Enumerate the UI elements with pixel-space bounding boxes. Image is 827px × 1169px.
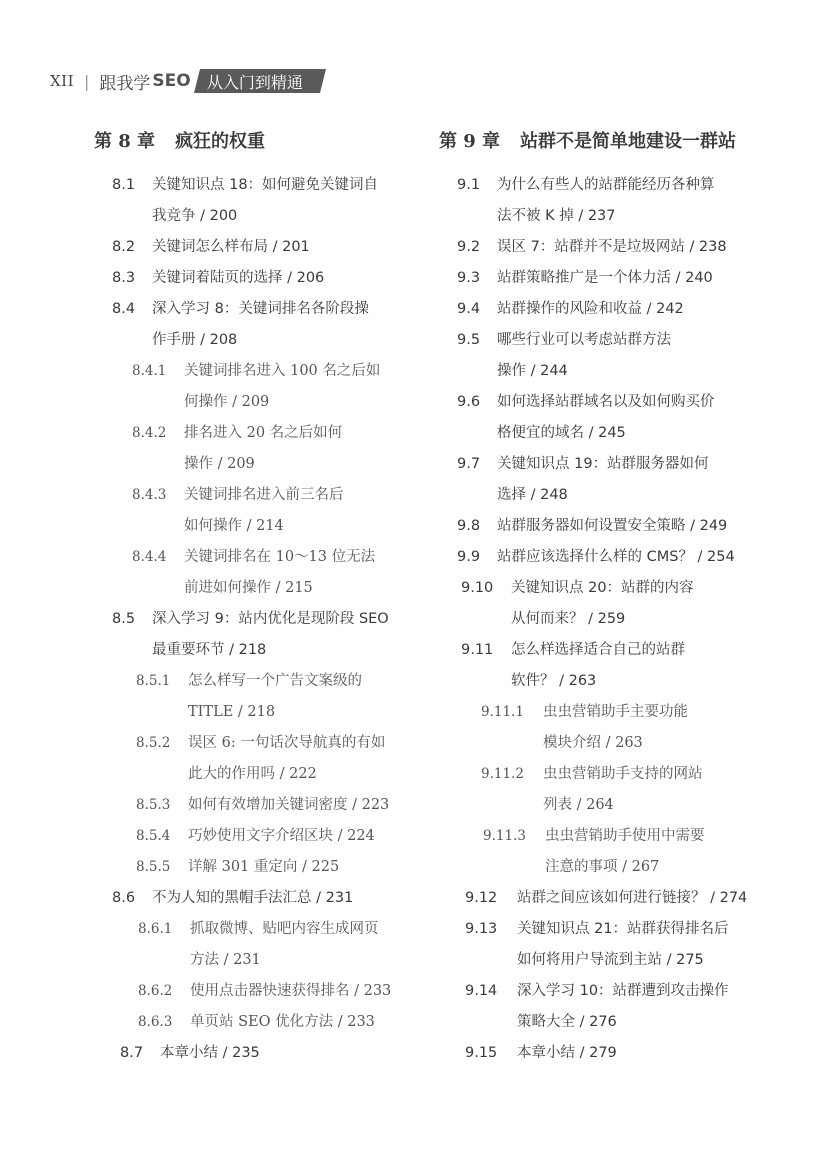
toc-entry[interactable] bbox=[439, 821, 779, 883]
toc-entry[interactable] bbox=[439, 170, 779, 232]
page-number: XII bbox=[50, 72, 75, 90]
toc-entry-line: 虫虫营销助手使用中需要 bbox=[545, 828, 705, 844]
toc-entry-line: 关键知识点 20：站群的内容 bbox=[511, 580, 694, 596]
toc-entry-number: 8.5.4 bbox=[136, 828, 171, 844]
toc-entry-number: 8.4.2 bbox=[132, 425, 167, 441]
toc-entry-line: 作手册 / 208 bbox=[152, 332, 238, 348]
toc-entry-number: 8.5.3 bbox=[136, 797, 171, 813]
toc-entry-title bbox=[190, 914, 424, 976]
toc-entry-line: 虫虫营销助手主要功能 bbox=[543, 704, 688, 720]
toc-entry[interactable] bbox=[94, 914, 424, 976]
toc-entry[interactable] bbox=[94, 790, 424, 821]
toc-entries bbox=[94, 170, 424, 1069]
toc-entry-number: 9.13 bbox=[465, 921, 498, 937]
toc-entry-line: 虫虫营销助手支持的网站 bbox=[543, 766, 703, 782]
toc-entry-title bbox=[184, 542, 424, 604]
toc-entry-line: 怎么样选择适合自己的站群 bbox=[511, 642, 685, 658]
chapter-number: 第 9 章 bbox=[439, 131, 501, 152]
toc-entry-title bbox=[190, 976, 424, 1007]
toc-entry-number: 9.14 bbox=[465, 983, 498, 999]
toc-entry[interactable] bbox=[94, 480, 424, 542]
toc-entry-line: 如何操作 / 214 bbox=[184, 518, 284, 534]
toc-entry-line: 格便宜的域名 / 245 bbox=[497, 425, 626, 441]
toc-entry-line: 前进如何操作 / 215 bbox=[184, 580, 313, 596]
toc-entry-line: 误区 7：站群并不是垃圾网站 / 238 bbox=[497, 239, 727, 255]
toc-entry[interactable] bbox=[439, 883, 779, 914]
toc-entry-number: 8.6 bbox=[112, 890, 136, 906]
toc-entry-title bbox=[497, 449, 779, 511]
toc-entry-line: 站群服务器如何设置安全策略 / 249 bbox=[497, 518, 728, 534]
chapter-title: 站群不是简单地建设一群站 bbox=[520, 131, 737, 152]
toc-entry-line: 关键知识点 19：站群服务器如何 bbox=[497, 456, 709, 472]
toc-entry-line: 如何有效增加关键词密度 / 223 bbox=[188, 797, 390, 813]
toc-entry-line: 关键知识点 21：站群获得排名后 bbox=[517, 921, 729, 937]
toc-entry-number: 9.5 bbox=[457, 332, 481, 348]
toc-entry-line: 关键词排名进入前三名后 bbox=[184, 487, 344, 503]
toc-entry[interactable] bbox=[439, 542, 779, 573]
toc-entry-number: 9.2 bbox=[457, 239, 481, 255]
toc-entry[interactable] bbox=[439, 294, 779, 325]
toc-entry-line: 从何而来？ / 259 bbox=[511, 611, 626, 627]
toc-entry-line: 法不被 K 掉 / 237 bbox=[497, 208, 616, 224]
toc-entry-line: 使用点击器快速获得排名 / 233 bbox=[190, 983, 392, 999]
toc-entry[interactable] bbox=[439, 1038, 779, 1069]
toc-entry-line: 操作 / 244 bbox=[497, 363, 568, 379]
toc-entry-line: 深入学习 9：站内优化是现阶段 SEO bbox=[152, 611, 389, 627]
toc-entry-number: 8.1 bbox=[112, 177, 136, 193]
toc-entry-title bbox=[497, 325, 779, 387]
toc-entry[interactable] bbox=[94, 294, 424, 356]
book-title: 跟我学 bbox=[99, 73, 151, 94]
chapter-number: 第 8 章 bbox=[94, 131, 156, 152]
toc-entry-title bbox=[188, 821, 424, 852]
toc-entry-number: 9.11 bbox=[461, 642, 494, 658]
toc-entry-line: 单页站 SEO 优化方法 / 233 bbox=[190, 1014, 375, 1030]
toc-entry[interactable] bbox=[94, 883, 424, 914]
toc-entry-line: 方法 / 231 bbox=[190, 952, 261, 968]
toc-entry[interactable] bbox=[439, 232, 779, 263]
toc-entry-line: 如何将用户导流到主站 / 275 bbox=[517, 952, 704, 968]
toc-entry-line: 站群操作的风险和收益 / 242 bbox=[497, 301, 684, 317]
toc-entries bbox=[439, 170, 779, 1069]
toc-entry-line: 本章小结 / 235 bbox=[160, 1045, 260, 1061]
toc-entry-line: 如何选择站群域名以及如何购买价 bbox=[497, 394, 715, 410]
toc-entry-line: 操作 / 209 bbox=[184, 456, 255, 472]
toc-entry-line: 站群应该选择什么样的 CMS？ / 254 bbox=[497, 549, 735, 565]
toc-entry-number: 9.1 bbox=[457, 177, 481, 193]
toc-entry-line: 抓取微博、贴吧内容生成网页 bbox=[190, 921, 379, 937]
toc-entry-title bbox=[545, 821, 779, 883]
toc-entry-title bbox=[517, 883, 779, 914]
toc-entry-line: TITLE / 218 bbox=[188, 704, 276, 720]
toc-entry-number: 8.5.1 bbox=[136, 673, 171, 689]
chapter-heading bbox=[94, 126, 424, 158]
toc-entry-number: 9.6 bbox=[457, 394, 481, 410]
toc-entry-line: 深入学习 10：站群遭到攻击操作 bbox=[517, 983, 729, 999]
toc-entry-number: 9.7 bbox=[457, 456, 481, 472]
toc-entry-title bbox=[188, 728, 424, 790]
toc-entry-title bbox=[184, 418, 424, 480]
toc-entry-title bbox=[184, 480, 424, 542]
toc-entry-number: 8.5.2 bbox=[136, 735, 171, 751]
toc-entry-line: 我竞争 / 200 bbox=[152, 208, 238, 224]
toc-entry-number: 8.4 bbox=[112, 301, 136, 317]
toc-entry-number: 9.10 bbox=[461, 580, 494, 596]
toc-entry-line: 为什么有些人的站群能经历各种算 bbox=[497, 177, 715, 193]
toc-entry-number: 9.11.3 bbox=[483, 828, 526, 844]
toc-entry-number: 9.12 bbox=[465, 890, 498, 906]
toc-entry[interactable] bbox=[94, 1038, 424, 1069]
toc-entry-title bbox=[497, 263, 779, 294]
toc-entry-title bbox=[497, 294, 779, 325]
toc-entry-title bbox=[152, 263, 424, 294]
toc-entry-line: 最重要环节 / 218 bbox=[152, 642, 267, 658]
toc-entry-title bbox=[497, 542, 779, 573]
chapter-heading bbox=[439, 126, 779, 158]
toc-entry[interactable] bbox=[94, 356, 424, 418]
toc-entry-number: 9.3 bbox=[457, 270, 481, 286]
toc-entry-number: 9.9 bbox=[457, 549, 481, 565]
toc-entry-line: 注意的事项 / 267 bbox=[545, 859, 660, 875]
book-title-seo: SEO bbox=[152, 71, 191, 91]
toc-entry-title bbox=[543, 697, 779, 759]
header-separator: | bbox=[84, 71, 90, 91]
toc-entry[interactable] bbox=[439, 387, 779, 449]
toc-entry-title bbox=[152, 232, 424, 263]
toc-entry-line: 此大的作用吗 / 222 bbox=[188, 766, 317, 782]
toc-entry[interactable] bbox=[439, 263, 779, 294]
toc-entry[interactable] bbox=[439, 573, 779, 635]
toc-entry-number: 8.6.3 bbox=[138, 1014, 173, 1030]
toc-entry[interactable] bbox=[439, 449, 779, 511]
toc-entry-number: 8.7 bbox=[120, 1045, 144, 1061]
chapter-title: 疯狂的权重 bbox=[175, 131, 266, 152]
toc-entry-title bbox=[188, 790, 424, 821]
toc-entry-number: 8.4.3 bbox=[132, 487, 167, 503]
toc-entry-number: 8.4.1 bbox=[132, 363, 167, 379]
toc-entry-number: 9.15 bbox=[465, 1045, 498, 1061]
toc-entry-title bbox=[188, 666, 424, 728]
toc-entry[interactable] bbox=[94, 170, 424, 232]
toc-entry-title bbox=[517, 1038, 779, 1069]
toc-entry-line: 关键词排名在 10～13 位无法 bbox=[184, 549, 376, 565]
toc-entry-number: 8.6.2 bbox=[138, 983, 173, 999]
toc-entry-title bbox=[543, 759, 779, 821]
toc-entry-number: 8.4.4 bbox=[132, 549, 167, 565]
toc-entry-title bbox=[511, 635, 779, 697]
toc-column-right bbox=[439, 126, 779, 1069]
toc-entry[interactable] bbox=[439, 697, 779, 759]
toc-entry-line: 关键词排名进入 100 名之后如 bbox=[184, 363, 381, 379]
toc-entry-title bbox=[497, 387, 779, 449]
toc-entry-line: 模块介绍 / 263 bbox=[543, 735, 643, 751]
toc-entry-title bbox=[497, 511, 779, 542]
toc-entry-line: 关键词怎么样布局 / 201 bbox=[152, 239, 310, 255]
toc-entry[interactable] bbox=[94, 728, 424, 790]
toc-entry[interactable] bbox=[94, 263, 424, 294]
toc-entry-number: 9.11.1 bbox=[481, 704, 524, 720]
toc-entry[interactable] bbox=[94, 976, 424, 1007]
toc-entry[interactable] bbox=[94, 1007, 424, 1038]
toc-entry[interactable] bbox=[94, 232, 424, 263]
toc-entry-line: 站群之间应该如何进行链接？ / 274 bbox=[517, 890, 748, 906]
toc-column-left bbox=[94, 126, 424, 1069]
toc-entry-line: 不为人知的黑帽手法汇总 / 231 bbox=[152, 890, 354, 906]
toc-entry-line: 怎么样写一个广告文案级的 bbox=[188, 673, 362, 689]
toc-entry[interactable] bbox=[439, 511, 779, 542]
toc-entry[interactable] bbox=[94, 542, 424, 604]
toc-entry-line: 哪些行业可以考虑站群方法 bbox=[497, 332, 671, 348]
toc-entry-title bbox=[152, 604, 424, 666]
toc-entry-line: 关键知识点 18：如何避免关键词自 bbox=[152, 177, 379, 193]
toc-entry-line: 误区 6: 一句话次导航真的有如 bbox=[188, 735, 386, 751]
toc-entry[interactable] bbox=[439, 976, 779, 1038]
toc-entry-number: 8.3 bbox=[112, 270, 136, 286]
header-banner-text: 从入门到精通 bbox=[206, 72, 303, 92]
toc-entry-number: 9.4 bbox=[457, 301, 481, 317]
toc-entry-number: 9.11.2 bbox=[481, 766, 524, 782]
toc-entry-title bbox=[160, 1038, 424, 1069]
toc-entry-line: 列表 / 264 bbox=[543, 797, 614, 813]
toc-entry-number: 9.8 bbox=[457, 518, 481, 534]
toc-entry-line: 软件？ / 263 bbox=[511, 673, 597, 689]
toc-entry[interactable] bbox=[94, 852, 424, 883]
running-header bbox=[50, 66, 323, 96]
toc-entry-title bbox=[517, 976, 779, 1038]
toc-entry-title bbox=[188, 852, 424, 883]
toc-entry-title bbox=[190, 1007, 424, 1038]
toc-entry-line: 站群策略推广是一个体力活 / 240 bbox=[497, 270, 713, 286]
toc-entry-line: 本章小结 / 279 bbox=[517, 1045, 617, 1061]
toc-entry-line: 关键词着陆页的选择 / 206 bbox=[152, 270, 325, 286]
toc-entry-title bbox=[497, 170, 779, 232]
toc-entry-number: 8.2 bbox=[112, 239, 136, 255]
toc-entry-title bbox=[152, 170, 424, 232]
toc-entry-line: 深入学习 8：关键词排名各阶段操 bbox=[152, 301, 369, 317]
toc-entry-title bbox=[184, 356, 424, 418]
toc-entry-line: 巧妙使用文字介绍区块 / 224 bbox=[188, 828, 375, 844]
toc-entry-title bbox=[497, 232, 779, 263]
toc-entry[interactable] bbox=[439, 914, 779, 976]
toc-entry-line: 排名进入 20 名之后如何 bbox=[184, 425, 343, 441]
toc-entry[interactable] bbox=[439, 325, 779, 387]
toc-entry[interactable] bbox=[439, 635, 779, 697]
toc-entry-title bbox=[511, 573, 779, 635]
header-banner bbox=[194, 69, 326, 93]
toc-entry-number: 8.5.5 bbox=[136, 859, 171, 875]
toc-entry-line: 策略大全 / 276 bbox=[517, 1014, 617, 1030]
toc-entry-number: 8.6.1 bbox=[138, 921, 173, 937]
toc-entry-number: 8.5 bbox=[112, 611, 136, 627]
toc-entry-line: 详解 301 重定向 / 225 bbox=[188, 859, 340, 875]
toc-entry[interactable] bbox=[94, 666, 424, 728]
toc-entry-line: 选择 / 248 bbox=[497, 487, 568, 503]
toc-entry-title bbox=[152, 294, 424, 356]
toc-entry[interactable] bbox=[94, 418, 424, 480]
toc-entry[interactable] bbox=[439, 759, 779, 821]
toc-entry-title bbox=[517, 914, 779, 976]
toc-entry[interactable] bbox=[94, 604, 424, 666]
toc-entry-title bbox=[152, 883, 424, 914]
toc-entry-line: 何操作 / 209 bbox=[184, 394, 270, 410]
toc-entry[interactable] bbox=[94, 821, 424, 852]
